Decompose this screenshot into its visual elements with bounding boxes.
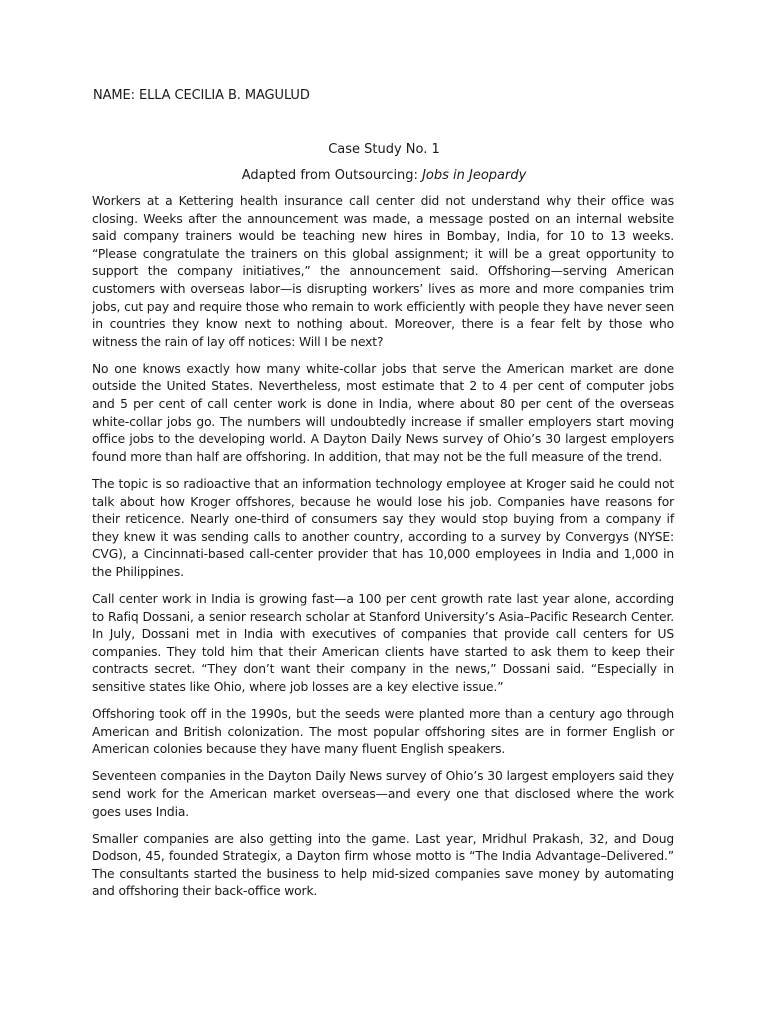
paragraph-3: The topic is so radioactive that an information technology employee at Kroger said he could not talk about how Kroger offshores, because he would lose his job. Companies have reasons for their reticence. Nearly one-third of consumers say they would stop buying from a company if they knew it was sending calls to another country, according to a survey by Convergys (NYSE: CVG), a Cincinnati-based call-center provider that has 10,000 employees in India and 1,000 in the Philippines. [92,476,674,579]
author-name: NAME: ELLA CECILIA B. MAGULUD [93,88,310,103]
paragraph-6: Seventeen companies in the Dayton Daily News survey of Ohio’s 30 largest employers said they send work for the American market overseas—and every one that disclosed where the work goes uses India. [92,769,674,819]
case-study-title: Case Study No. 1 [328,142,440,157]
paragraph-4: Call center work in India is growing fast—a 100 per cent growth rate last year alone, according to Rafiq Dossani, a senior research scholar at Stanford University’s Asia–Pacific Research Center. In July, Dossani met in India with executives of companies that provide call centers for US companies. They told him that their American clients have started to ask them to keep their contracts secret. “They don’t want their company in the news,” Dossani said. “Especially in sensitive states like Ohio, where job losses are a key elective issue.” [92,591,674,694]
subtitle-italic-title: Jobs in Jeopardy [422,168,527,183]
case-study-subtitle [0,168,768,183]
paragraph-7: Smaller companies are also getting into the game. Last year, Mridhul Prakash, 32, and Doug Dodson, 45, founded Strategix, a Dayton firm whose motto is “The India Advantage–Delivered.” The consultants started the business to help mid-sized companies save money by automating and offshoring their back-office work. [92,831,674,899]
body-text [92,193,674,910]
subtitle-prefix: Adapted from Outsourcing: [241,168,423,183]
paragraph-2: No one knows exactly how many white-collar jobs that serve the American market are done outside the United States. Nevertheless, most estimate that 2 to 4 per cent of computer jobs and 5 per cent of call center work is done in India, where about 80 per cent of the overseas white-collar jobs go. The numbers will undoubtedly increase if smaller employers start moving office jobs to the developing world. A Dayton Daily News survey of Ohio’s 30 largest employers found more than half are offshoring. In addition, that may not be the full measure of the trend. [92,361,674,464]
paragraph-1: Workers at a Kettering health insurance call center did not understand why their office was closing. Weeks after the announcement was made, a message posted on an internal website said company trainers would be teaching new hires in Bombay, India, for 10 to 13 weeks. “Please congratulate the trainers on this global assignment; it will be a great opportunity to support the company initiatives,” the announcement said. Offshoring—serving American customers with overseas labor—is disrupting workers’ lives as more and more companies trim jobs, cut pay and require those who remain to work efficiently with people they have never seen in countries they know next to nothing about. Moreover, there is a fear felt by those who witness the rain of lay off notices: Will I be next? [92,194,674,349]
paragraph-5: Offshoring took off in the 1990s, but the seeds were planted more than a century ago through American and British colonization. The most popular offshoring sites are in former English or American colonies because they have many fluent English speakers. [92,707,674,757]
